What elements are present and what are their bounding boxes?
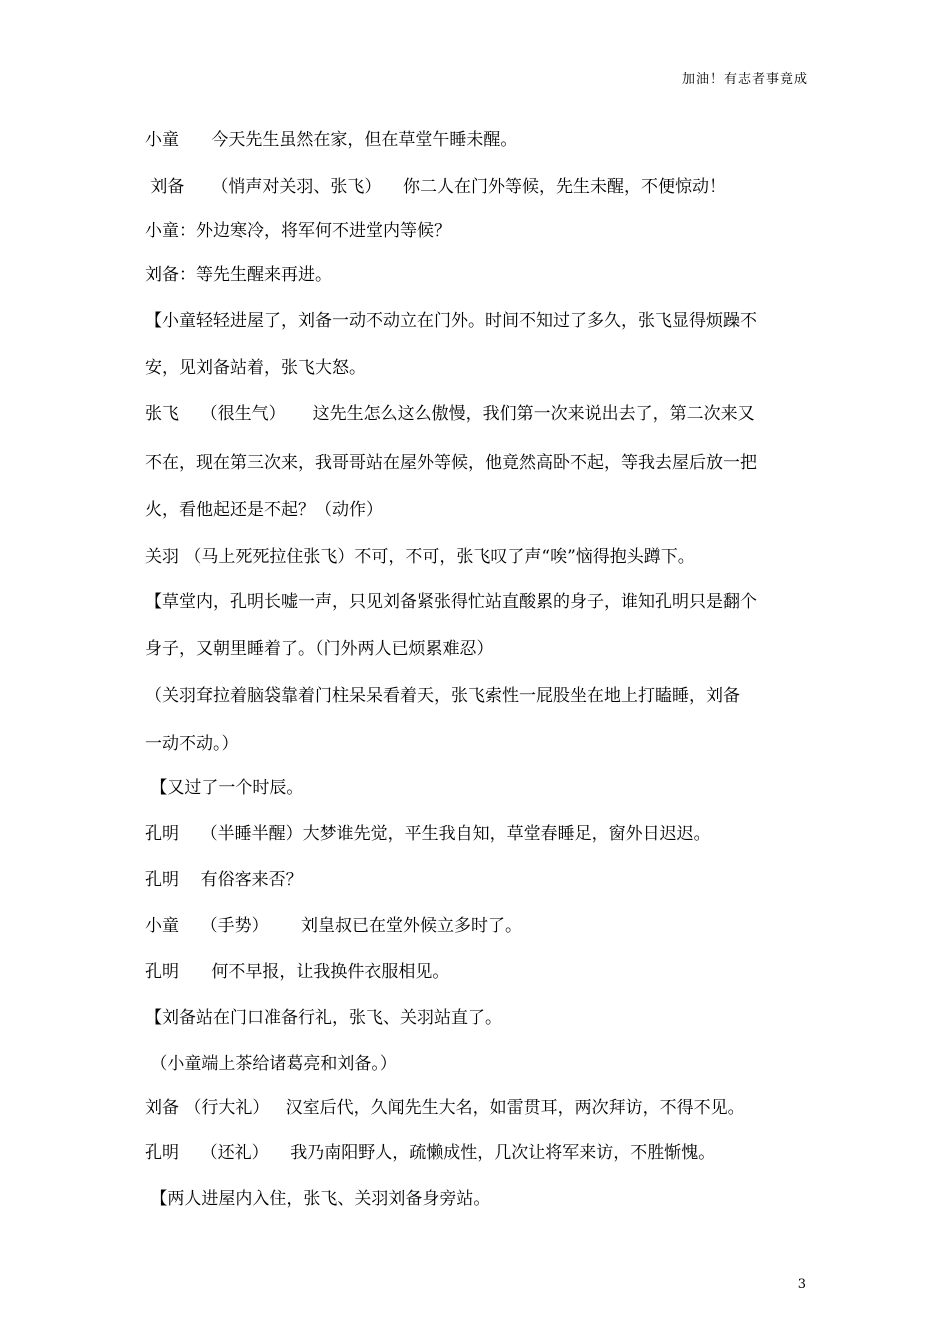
script-line: 小童 （手势） 刘皇叔已在堂外候立多时了。 xyxy=(145,916,523,936)
script-line: 不在，现在第三次来，我哥哥站在屋外等候，他竟然高卧不起，等我去屋后放一把 xyxy=(145,453,757,473)
script-line: 【两人进屋内入住，张飞、关羽刘备身旁站。 xyxy=(145,1189,491,1209)
script-line: 【刘备站在门口准备行礼，张飞、关羽站直了。 xyxy=(145,1008,502,1028)
script-line: （关羽耷拉着脑袋靠着门柱呆呆看着天，张飞索性一屁股坐在地上打瞌睡，刘备 xyxy=(145,686,740,706)
script-line: 小童 今天先生虽然在家，但在草堂午睡未醒。 xyxy=(145,130,518,150)
script-line: 关羽 （马上死死拉住张飞）不可，不可，张飞叹了声“唉”恼得抱头蹲下。 xyxy=(145,547,695,567)
page-number: 3 xyxy=(797,1277,806,1292)
script-line: 孔明 何不早报，让我换件衣服相见。 xyxy=(145,962,450,982)
script-line: 【又过了一个时辰。 xyxy=(145,778,304,798)
script-line: （小童端上茶给诸葛亮和刘备。） xyxy=(145,1054,397,1074)
script-line: 孔明 （半睡半醒）大梦谁先觉，平生我自知，草堂春睡足，窗外日迟迟。 xyxy=(145,824,711,844)
page-header: 加油！有志者事竟成 xyxy=(681,72,808,87)
script-line: 安，见刘备站着，张飞大怒。 xyxy=(145,358,366,378)
script-line: 小童：外边寒冷，将军何不进堂内等候？ xyxy=(145,221,451,241)
script-line: 张飞 （很生气） 这先生怎么这么傲慢，我们第一次来说出去了，第二次来又 xyxy=(145,404,755,424)
script-line: 身子，又朝里睡着了。（门外两人已烦累难忍） xyxy=(145,639,494,659)
script-line: 【小童轻轻进屋了，刘备一动不动立在门外。时间不知过了多久，张飞显得烦躁不 xyxy=(145,311,757,331)
script-line: 孔明 （还礼） 我乃南阳野人，疏懒成性，几次让将军来访，不胜惭愧。 xyxy=(145,1143,716,1163)
script-line: 火，看他起还是不起？（动作） xyxy=(145,500,383,520)
script-line: 【草堂内，孔明长嘘一声，只见刘备紧张得忙站直酸累的身子，谁知孔明只是翻个 xyxy=(145,592,757,612)
script-line: 刘备 （悄声对关羽、张飞） 你二人在门外等候，先生未醒，不便惊动！ xyxy=(145,177,727,197)
script-line: 孔明 有俗客来否？ xyxy=(145,870,303,890)
script-line: 刘备 （行大礼） 汉室后代，久闻先生大名，如雷贯耳，两次拜访，不得不见。 xyxy=(145,1098,745,1118)
script-line: 一动不动。） xyxy=(145,734,239,754)
script-line: 刘备：等先生醒来再进。 xyxy=(145,265,332,285)
